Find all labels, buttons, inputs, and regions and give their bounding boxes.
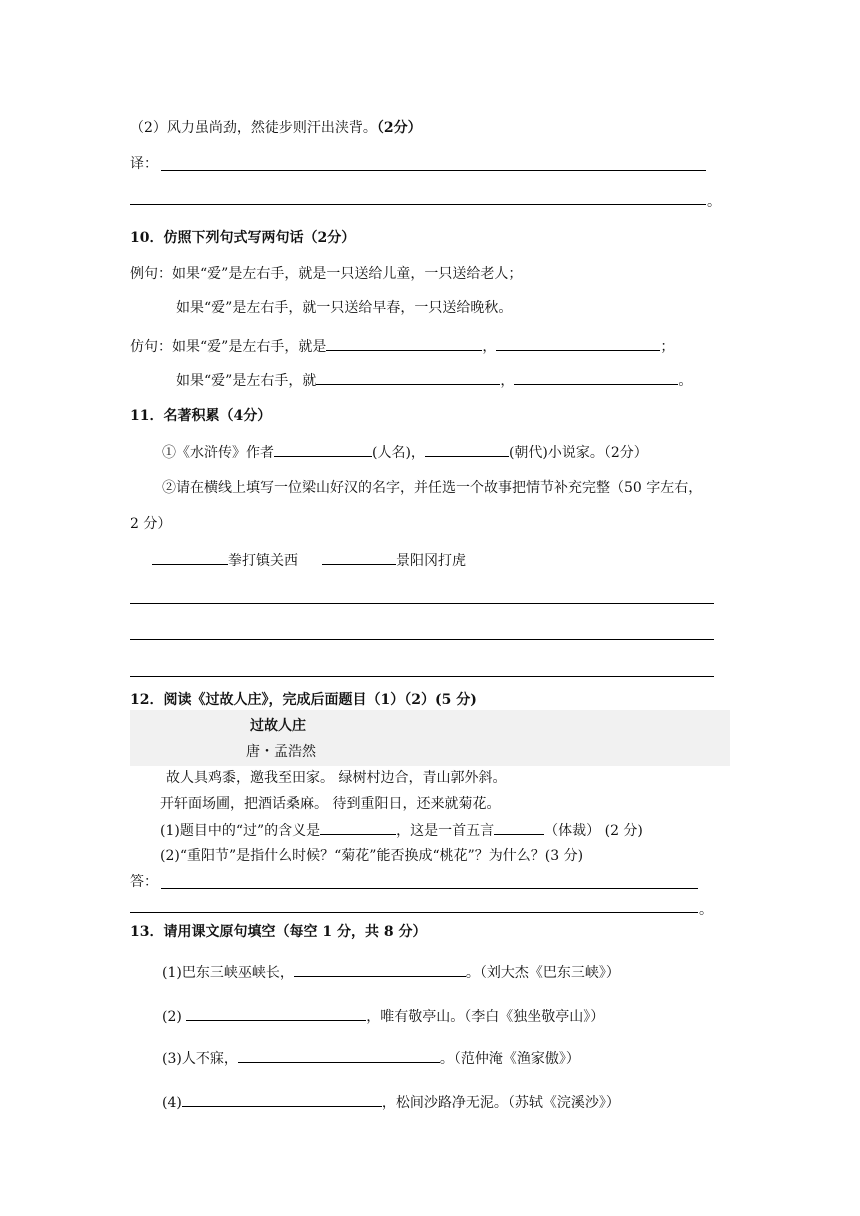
q12-q1b: ，这是一首五言 [396, 823, 495, 839]
q12-sub-2: (2)“重阳节”是指什么时候？“菊花”能否换成“桃花”？为什么？(3 分) [160, 848, 584, 864]
q10-f2-period: 。 [678, 373, 693, 389]
q12-q1a: (1)题目中的“过”的含义是 [160, 823, 321, 839]
q12-answer-line-2[interactable] [130, 912, 698, 913]
q10-f1-blank-b[interactable] [496, 336, 660, 351]
q13-blank-3[interactable] [238, 1048, 440, 1063]
q13-i2b: ，唯有敬亭山。（李白《独坐敬亭山》） [366, 1009, 605, 1025]
q10-fang-label: 仿句： [130, 339, 172, 355]
q10-f2-blank-a[interactable] [316, 370, 500, 385]
q10-f1-pre: 如果“爱”是左右手，就是 [172, 339, 327, 355]
q9-2-yi-label: 译： [130, 156, 158, 172]
q11-answer-line-1[interactable] [130, 603, 714, 604]
q9-2-end: 。 [707, 194, 721, 210]
q11-hero-blank-1[interactable] [152, 550, 228, 565]
q10-ex-label: 例句： [130, 266, 172, 282]
q10-ex-1-text: 如果“爱”是左右手，就是一只送给儿童，一只送给老人； [172, 266, 523, 282]
q10-example-1 [130, 264, 522, 284]
q9-2-blank-1[interactable] [161, 170, 706, 171]
q11-author-blank[interactable] [274, 442, 372, 457]
q11-dynasty-blank[interactable] [425, 442, 509, 457]
q13-i3a: (3)人不寐， [162, 1051, 238, 1067]
q11-story-2: 景阳冈打虎 [396, 553, 466, 569]
poem-title: 过故人庄 [250, 718, 306, 734]
q11-hero-blank-2[interactable] [322, 550, 396, 565]
q11-line-2b: 2 分） [130, 516, 172, 532]
q12-sub-1 [160, 820, 643, 841]
q13-item-1 [162, 962, 620, 983]
q12-genre-blank[interactable] [494, 820, 544, 835]
q13-i1b: 。（刘大杰《巴东三峡》） [465, 965, 620, 981]
q11-l1b: (人名)， [372, 445, 425, 461]
q11-line-1 [162, 442, 648, 463]
q9-2-score: （2分） [376, 120, 422, 136]
q10-f1-blank-a[interactable] [326, 336, 482, 351]
q9-2-text: （2）风力虽尚劲，然徒步则汗出浃背。 [130, 120, 377, 136]
q12-meaning-blank[interactable] [320, 820, 396, 835]
q13-i2a: (2) [162, 1009, 187, 1025]
q9-2-blank-2[interactable] [130, 204, 706, 205]
q13-i4a: (4) [162, 1095, 182, 1111]
q13-blank-4[interactable] [182, 1092, 382, 1107]
q13-item-3 [162, 1048, 580, 1069]
q9-2-line [130, 118, 422, 138]
q11-title: 11．名著积累（4分） [130, 408, 272, 424]
q10-f2-pre: 如果“爱”是左右手，就 [176, 373, 317, 389]
q13-i3b: 。（范仲淹《渔家傲》） [439, 1051, 580, 1067]
q10-imitation-2 [176, 370, 692, 391]
q13-i1a: (1)巴东三峡巫峡长， [162, 965, 294, 981]
q11-l1c: (朝代)小说家。（2分） [508, 445, 648, 461]
q11-stories [152, 550, 466, 571]
q9-2-translate-line [130, 154, 158, 174]
q10-imitation-1 [130, 336, 674, 357]
q11-line-2a: ②请在横线上填写一位梁山好汉的名字，并任选一个故事把情节补充完整（50 字左右， [162, 480, 703, 496]
q11-answer-line-3[interactable] [130, 676, 714, 677]
q12-answer-label: 答： [130, 874, 158, 890]
q10-f2-comma: ， [500, 373, 515, 389]
poem-line-2: 开轩面场圃，把酒话桑麻。 待到重阳日，还来就菊花。 [160, 796, 501, 812]
q13-blank-2[interactable] [186, 1006, 366, 1021]
q10-title: 10．仿照下列句式写两句话（2分） [130, 230, 356, 246]
q10-f1-comma: ， [482, 339, 497, 355]
q12-title: 12．阅读《过故人庄》，完成后面题目（1）（2）(5 分) [130, 692, 477, 708]
poem-author: 唐・孟浩然 [246, 744, 316, 760]
q13-item-4 [162, 1092, 620, 1113]
q10-f1-semicolon: ； [660, 339, 675, 355]
q13-blank-1[interactable] [294, 962, 466, 977]
q13-i4b: ，松间沙路净无泥。（苏轼《浣溪沙》） [381, 1095, 620, 1111]
q11-answer-line-2[interactable] [130, 639, 714, 640]
q10-f2-blank-b[interactable] [514, 370, 678, 385]
q13-title: 13．请用课文原句填空（每空 1 分，共 8 分） [130, 924, 427, 940]
q11-l1a: ①《水浒传》作者 [162, 445, 274, 461]
q10-example-2: 如果“爱”是左右手，就一只送给早春，一只送给晚秋。 [176, 300, 513, 316]
q11-story-1: 拳打镇关西 [228, 553, 298, 569]
q13-item-2 [162, 1006, 604, 1027]
q12-end: 。 [699, 902, 713, 918]
q12-answer-line-1[interactable] [161, 888, 698, 889]
poem-line-1: 故人具鸡黍，邀我至田家。 绿树村边合，青山郭外斜。 [166, 770, 507, 786]
poem-header-shading [130, 710, 730, 766]
q12-q1c: （体裁） (2 分) [544, 823, 643, 839]
